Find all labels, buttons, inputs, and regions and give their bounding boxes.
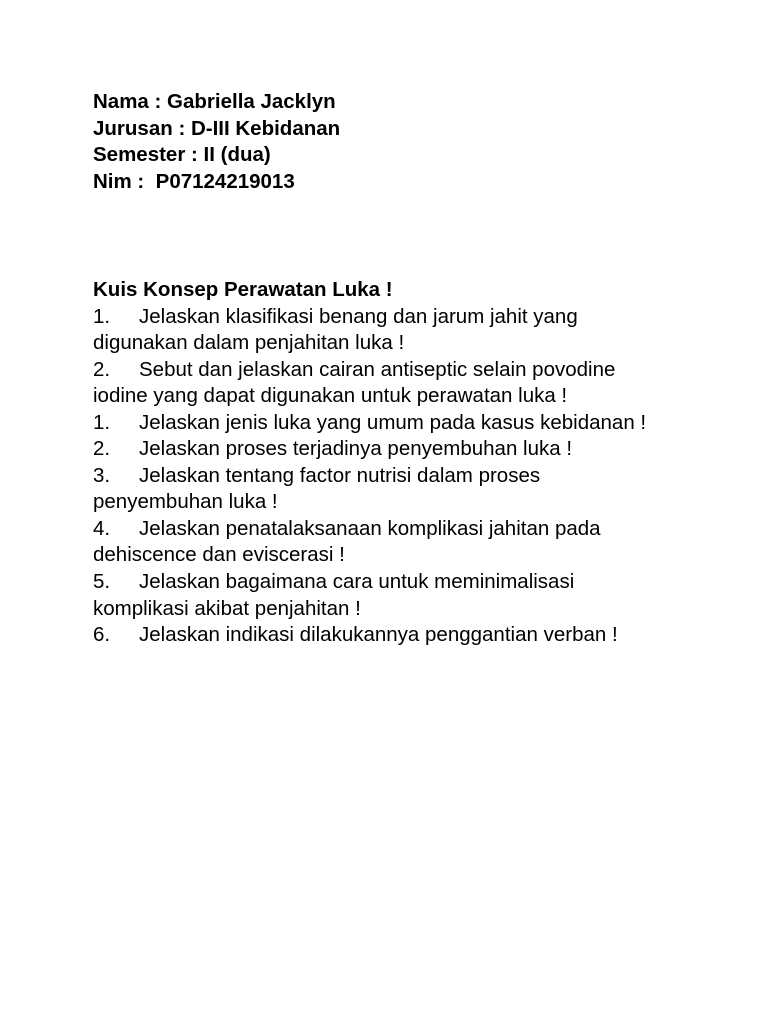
student-major: Jurusan : D-III Kebidanan <box>93 116 341 140</box>
quiz-item-number: 4. <box>93 516 111 540</box>
quiz-item-text: Jelaskan penatalaksanaan komplikasi jahitan pada dehiscence dan eviscerasi ! <box>93 516 607 567</box>
quiz-item-number: 1. <box>93 410 111 434</box>
quiz-item <box>93 622 668 649</box>
quiz-item <box>93 357 668 410</box>
quiz-item-text: Jelaskan indikasi dilakukannya penggantian verban ! <box>139 623 618 647</box>
quiz-item-text: Jelaskan proses terjadinya penyembuhan luka ! <box>139 437 573 461</box>
quiz-section <box>93 277 668 649</box>
student-semester: Semester : II (dua) <box>93 143 271 167</box>
student-info <box>93 89 340 195</box>
quiz-item <box>93 569 668 622</box>
quiz-item-text: Jelaskan jenis luka yang umum pada kasus kebidanan ! <box>139 410 647 434</box>
quiz-title: Kuis Konsep Perawatan Luka ! <box>93 278 393 301</box>
quiz-item-number: 5. <box>93 570 111 594</box>
quiz-item-number: 1. <box>93 304 111 328</box>
quiz-item-number: 6. <box>93 623 111 647</box>
quiz-item <box>93 516 668 569</box>
quiz-item <box>93 436 668 463</box>
quiz-item-text: Jelaskan klasifikasi benang dan jarum jahit yang digunakan dalam penjahitan luka ! <box>93 304 584 355</box>
quiz-item-text: Jelaskan bagaimana cara untuk meminimalisasi komplikasi akibat penjahitan ! <box>93 570 580 620</box>
student-name: Nama : Gabriella Jacklyn <box>93 90 336 113</box>
quiz-item-number: 2. <box>93 437 111 461</box>
quiz-item-text: Jelaskan tentang factor nutrisi dalam proses penyembuhan luka ! <box>93 463 546 514</box>
quiz-item <box>93 463 668 516</box>
quiz-item-number: 2. <box>93 357 111 381</box>
student-nim: Nim : P07124219013 <box>93 169 295 193</box>
quiz-item-number: 3. <box>93 463 111 487</box>
quiz-item <box>93 304 668 357</box>
quiz-item <box>93 410 668 437</box>
quiz-item-text: Sebut dan jelaskan cairan antiseptic selain povodine iodine yang dapat digunakan untuk perawatan luka ! <box>93 357 622 408</box>
